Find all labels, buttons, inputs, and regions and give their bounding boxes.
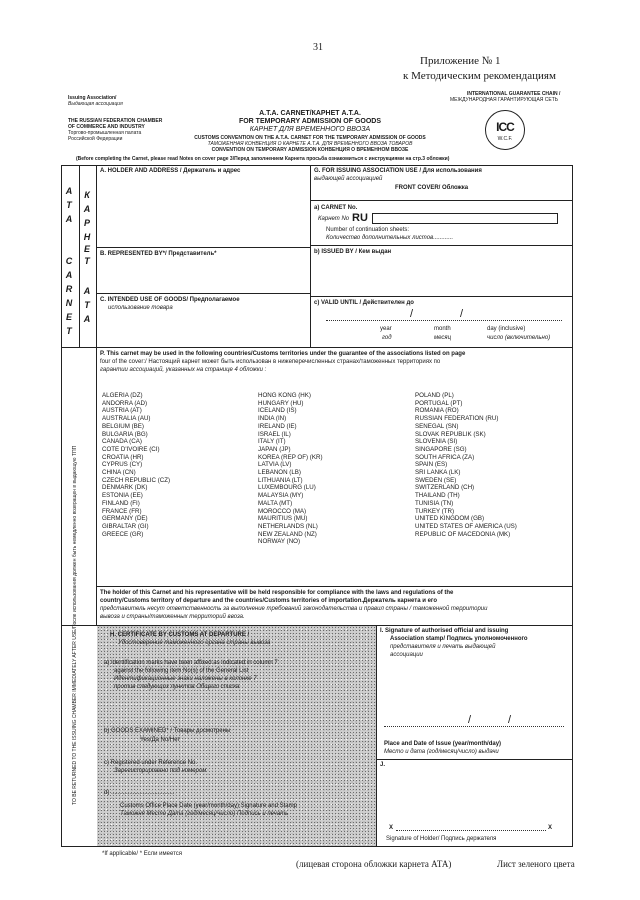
country-item: IRELAND (IE) <box>258 422 297 430</box>
customs-a-2: against the following item No(s) of the General List <box>114 668 249 674</box>
guarantee-line1: INTERNATIONAL GUARANTEE CHAIN / <box>467 91 561 97</box>
country-item: AUSTRIA (AT) <box>102 407 142 415</box>
country-item: NEW ZEALAND (NZ) <box>258 530 317 538</box>
issuing-org-ru-2: Российской Федерации <box>68 136 123 142</box>
title-3: КАРНЕТ ДЛЯ ВРЕМЕННОГО ВВОЗА <box>249 126 371 133</box>
issuing-org-ru-1: Торгово-промышленная палата <box>68 130 142 136</box>
country-item: CANADA (CA) <box>102 438 142 446</box>
holder-signature-x-right: X <box>548 825 553 831</box>
country-item: LEBANON (LB) <box>258 469 301 477</box>
country-item: HONG KONG (HK) <box>258 392 311 399</box>
day-label: day (inclusive) <box>487 326 526 332</box>
customs-a-3: Идентификационные знаки наложены в колонке 7 <box>114 676 257 682</box>
countries-column-1 <box>102 392 170 538</box>
country-item: CYPRUS (CY) <box>102 461 143 469</box>
appendix-line2: к Методическим рекомендациям <box>403 70 556 82</box>
valid-until-label: c) VALID UNTIL / Действителен до <box>314 300 414 306</box>
country-item: COTE D'IVOIRE (CI) <box>102 445 160 453</box>
holder-signature-label: Signature of Holder/ Подпись держателя <box>386 836 497 842</box>
signature-authorised-2: Association stamp/ Подпись уполномоченного <box>390 636 528 642</box>
country-item: ITALY (IT) <box>258 438 286 446</box>
country-item: HUNGARY (HU) <box>258 399 304 407</box>
country-item: ALGERIA (DZ) <box>102 392 143 399</box>
country-item: LATVIA (LV) <box>258 461 292 469</box>
title-5: ТАМОЖЕННАЯ КОНВЕНЦИЯ О КАРНЕТЕ А.Т.А. ДЛЯ ВРЕМЕННОГО ВВОЗА ТОВАРОВ <box>207 141 413 147</box>
appendix-line1: Приложение № 1 <box>420 55 501 67</box>
footer-left: (лицевая сторона обложки карнета АТА) <box>296 859 452 869</box>
country-item: ISRAEL (IL) <box>258 430 291 438</box>
issuing-org-2: OF COMMERCE AND INDUSTRY <box>68 124 145 130</box>
country-item: ROMANIA (RO) <box>415 407 459 415</box>
customs-h-title: H. CERTIFICATE BY CUSTOMS AT DEPARTURE / <box>110 632 250 638</box>
country-item: UNITED KINGDOM (GB) <box>415 515 485 523</box>
country-item: GREECE (GR) <box>102 530 144 538</box>
carnet-no-label-ru: Карнет No <box>318 216 350 222</box>
country-item: LITHUANIA (LT) <box>258 476 303 484</box>
customs-e-1: Customs Office Place Date (year/month/day) Signature and Stamp <box>120 803 297 809</box>
valid-until-field[interactable] <box>326 315 562 321</box>
country-item: DENMARK (DK) <box>102 484 148 492</box>
section-b-represented: B. REPRESENTED BY*/ Представитель* <box>100 251 217 257</box>
issuing-label-ru: Выдающая ассоциация <box>68 101 123 107</box>
country-item: NORWAY (NO) <box>258 538 301 546</box>
notes-line: (Before completing the Carnet, please read Notes on cover page 3/Перед заполнением Карнета просьба ознакомиться с инструкциями на стр.3 обложки) <box>76 156 450 162</box>
year-label: year <box>380 326 392 332</box>
country-item: SLOVENIA (SI) <box>415 438 458 446</box>
country-item: UNITED STATES OF AMERICA (US) <box>415 522 517 530</box>
place-date-field[interactable] <box>384 721 564 727</box>
holder-signature-x-left: X <box>389 825 394 831</box>
section-j-label: J. <box>380 762 386 768</box>
section-g-issuing-use-ru: выдающей ассоциацией <box>314 176 383 182</box>
country-item: KOREA (REP OF) (KR) <box>258 453 323 461</box>
icc-logo-sub: W.C.F. <box>497 136 513 142</box>
footer-right: Лист зеленого цвета <box>497 859 575 869</box>
month-label: month <box>434 326 451 332</box>
country-item: TURKEY (TR) <box>415 507 455 515</box>
signature-authorised-3: представителя и печать выдающей <box>390 644 496 650</box>
place-date-label: Place and Date of Issue (year/month/day) <box>384 741 502 747</box>
responsibility-2: country/Customs territory of departure and the countries/Customs territories of importation.Держатель карнета и его <box>100 598 438 604</box>
signature-authorised-1: I. Signature of authorised official and issuing <box>380 628 509 634</box>
country-item: AUSTRALIA (AU) <box>102 415 151 423</box>
icc-logo <box>485 110 525 150</box>
country-item: POLAND (PL) <box>415 392 454 399</box>
country-item: BELGIUM (BE) <box>102 422 144 430</box>
country-item: ICELAND (IS) <box>258 407 297 415</box>
return-instruction-vertical: TO BE RETURNED TO THE ISSUING CHAMBER IMMEDIATELY AFTER USE/После использования должен быть немедленно возвращен в выдающую ТПП <box>72 445 78 805</box>
customs-b-2: Yes/Да No/Нет <box>140 737 181 743</box>
country-item: SWEDEN (SE) <box>415 476 457 484</box>
country-item: MOROCCO (MA) <box>258 507 307 515</box>
customs-h-title-ru: Удостоверение таможенного органа страны вывоза <box>118 640 271 646</box>
country-item: CZECH REPUBLIC (CZ) <box>102 476 171 484</box>
country-item: NETHERLANDS (NL) <box>258 522 318 530</box>
month-label-ru: месяц <box>434 335 452 341</box>
carnet-no-label: a) CARNET No. <box>314 205 358 211</box>
continuation-sheets-label: Number of continuation sheets: <box>326 227 410 233</box>
responsibility-1: The holder of this Carnet and his representative will be held responsible for compliance with the laws and regulations of the <box>100 590 454 596</box>
year-label-ru: год <box>382 335 392 341</box>
signature-authorised-4: ассоциации <box>390 652 423 658</box>
responsibility-4: вывоза и страны/таможенных территорий ввоза. <box>100 614 245 620</box>
countries-column-2 <box>258 392 323 546</box>
country-item: SINGAPORE (SG) <box>415 445 467 453</box>
title-4: CUSTOMS CONVENTION ON THE A.T.A. CARNET FOR THE TEMPORARY ADMISSION OF GOODS <box>194 135 426 141</box>
country-item: ANDORRA (AD) <box>102 399 148 407</box>
title-2: FOR TEMPORARY ADMISSION OF GOODS <box>238 118 382 125</box>
country-item: TUNISIA (TN) <box>415 499 454 507</box>
carnet-no-field[interactable] <box>372 213 558 224</box>
section-c-intended-use-ru: использование товара <box>108 305 173 311</box>
country-item: MALTA (MT) <box>258 499 293 507</box>
customs-c-1: c) Registered under Reference No. <box>104 760 198 766</box>
title-6: CONVENTION ON TEMPORARY ADMISSION КОНВЕНЦИЯ О ВРЕМЕННОМ ВВОЗЕ <box>211 147 409 153</box>
continuation-sheets-label-ru: Количество дополнительных листов............ <box>326 235 454 241</box>
country-item: PORTUGAL (PT) <box>415 399 463 407</box>
customs-c-2: Зарегистрировано под номером <box>114 768 207 774</box>
issued-by-label: b) ISSUED BY / Кем выдан <box>314 249 392 255</box>
section-c-intended-use: C. INTENDED USE OF GOODS/ Предполагаемое <box>100 297 240 303</box>
country-item: FINLAND (FI) <box>102 499 140 507</box>
country-item: SWITZERLAND (CH) <box>415 484 475 492</box>
country-item: MALAYSIA (MY) <box>258 492 304 500</box>
country-item: SOUTH AFRICA (ZA) <box>415 453 475 461</box>
customs-b-1: b) GOODS EXAMINED* / Товары досмотрены <box>104 728 231 734</box>
guarantee-line2: МЕЖДУНАРОДНАЯ ГАРАНТИРУЮЩАЯ СЕТЬ <box>450 97 559 103</box>
customs-a-4: против следующих пунктов Общего списка <box>114 684 240 690</box>
country-item: SENEGAL (SN) <box>415 422 459 430</box>
country-item: RUSSIAN FEDERATION (RU) <box>415 415 499 423</box>
country-item: BULGARIA (BG) <box>102 430 148 438</box>
place-date-label-ru: Место и дата (год/месяц/число) выдачи <box>384 749 499 755</box>
holder-signature-field[interactable] <box>396 825 546 831</box>
country-item: CHINA (CN) <box>102 469 136 477</box>
country-item: ESTONIA (EE) <box>102 492 143 500</box>
countries-column-3 <box>415 392 517 538</box>
country-item: INDIA (IN) <box>258 415 287 423</box>
country-item: GERMANY (DE) <box>102 515 148 523</box>
issuing-org-1: THE RUSSIAN FEDERATION CHAMBER <box>68 118 163 124</box>
country-item: SLOVAK REPUBLIK (SK) <box>415 430 486 438</box>
footnote: *If applicable/ * Если имеется <box>102 851 183 857</box>
country-item: REPUBLIC OF MACEDONIA (MK) <box>415 530 511 538</box>
country-item: FRANCE (FR) <box>102 507 142 515</box>
customs-e-2: Таможня Место Дата (год/месяц/число) Подпись и печать <box>120 811 289 817</box>
country-item: MAURITIUS (MU) <box>258 515 308 523</box>
customs-a-1: a) Identification marks have been affixed as indicated in column 7 <box>104 660 278 666</box>
countries-intro-2: four of the cover:/ Настоящий карнет может быть использован в нижеперечисленных странах/таможенных территориях по <box>100 359 441 365</box>
country-item: SPAIN (ES) <box>415 461 448 469</box>
day-label-ru: число (включительно) <box>487 335 551 341</box>
country-item: CROATIA (HR) <box>102 453 144 461</box>
country-item: SRI LANKA (LK) <box>415 469 461 477</box>
icc-logo-text: ICC <box>496 120 514 134</box>
title-1: A.T.A. CARNET/КАРНЕТ А.Т.А. <box>259 110 361 117</box>
country-item: LUXEMBOURG (LU) <box>258 484 316 492</box>
country-item: JAPAN (JP) <box>258 445 291 453</box>
section-a-holder: A. HOLDER AND ADDRESS / Держатель и адрес <box>100 168 241 174</box>
countries-intro-1: P. This carnet may be used in the following countries/Customs territories under the guarantee of the associations listed on page <box>100 351 466 357</box>
front-cover-label: FRONT COVER/ Обложка <box>395 185 469 191</box>
carnet-no-prefix: RU <box>352 212 368 224</box>
countries-intro-3: гарантии ассоциаций, указанных на странице 4 обложки : <box>100 367 267 373</box>
customs-d-1: d) ...................................... <box>104 790 175 796</box>
country-item: THAILAND (TH) <box>415 492 460 500</box>
responsibility-3: представитель несут ответственность за выполнение требований законодательства и правил страны / таможенной территории <box>100 606 488 612</box>
country-item: GIBRALTAR (GI) <box>102 522 149 530</box>
page-number: 31 <box>313 42 323 53</box>
section-g-issuing-use: G. FOR ISSUING ASSOCIATION USE / Для использования <box>314 168 482 174</box>
issuing-label: Issuing Association/ <box>68 95 117 101</box>
